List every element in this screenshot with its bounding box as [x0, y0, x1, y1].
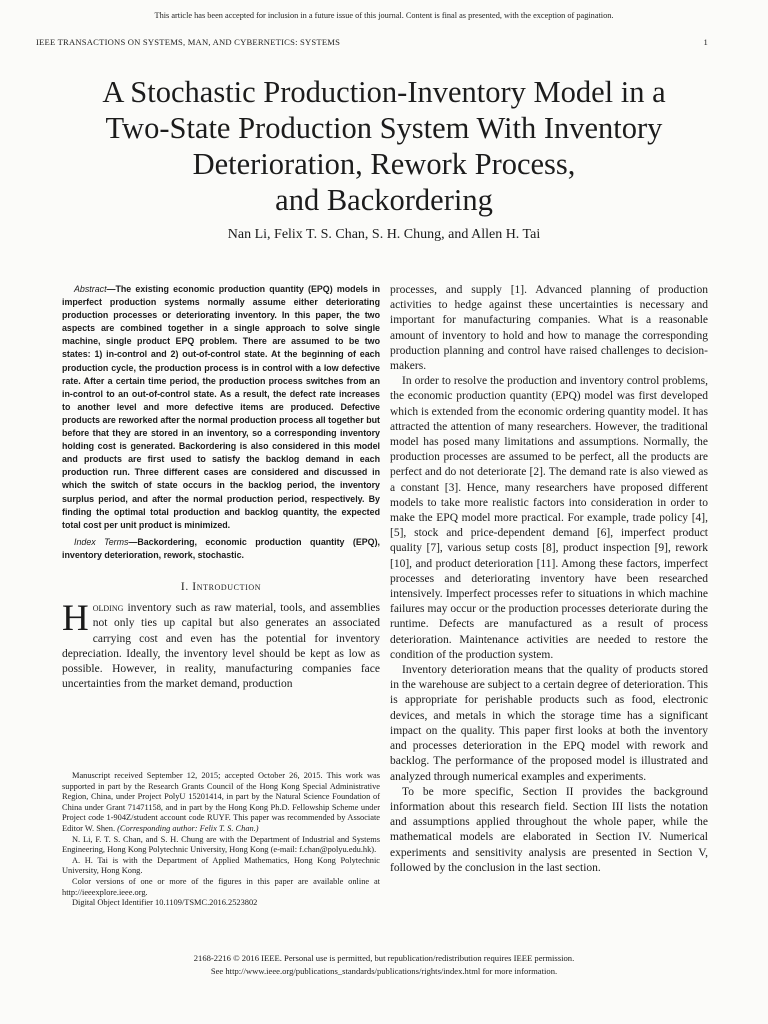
body-paragraph: Inventory deterioration means that the quality of products stored in the warehouse are subject to a certain degree of deterioration. This is appropriate for perishable products such as food, electronic devices, and metals in which the storage time has a significant impact on the quality. This paper first looks at both the inventory and processes deterioration in the EPQ model with rework and backlog. The performance of the proposed model is illustrated and analyzed through numerical examples and experiments. — [390, 664, 708, 783]
abstract — [62, 283, 380, 532]
running-head — [36, 37, 708, 47]
index-terms-text: —Backordering, economic production quantity (EPQ), inventory deterioration, rework, stochastic. — [62, 536, 381, 560]
copyright-notice — [0, 952, 768, 978]
affiliation-note: A. H. Tai is with the Department of Applied Mathematics, Hong Kong Polytechnic University, Hong Kong. — [62, 855, 380, 876]
copyright-line: 2168-2216 © 2016 IEEE. Personal use is permitted, but republication/redistribution requires IEEE permission. — [193, 953, 575, 963]
body-paragraph: In order to resolve the production and inventory control problems, the economic production quantity (EPQ) model was first developed which is extended from the economic ordering quantity model. It has attracted the attention of many researchers. However, the traditional model has posed many limitations and assumptions. Normally, the production processes are assumed to be perfect, all the products are perfect and do not deteriorate [2]. The demand rate is also viewed as a constant [3]. Hence, many researchers have proposed different models to take more realistic factors into consideration in order to make the EPQ model more practical. For example, trade policy [4], [5], stock and price-dependent demand [6], imperfect product quality [7], various setup costs [8], product inspection [9], rework [10], and product deterioration [11]. Among these factors, imperfect processes and deteriorating inventory have been researched intensively. Imperfect processes refer to situations in which machine failures may occur or the production processes deteriorate during the runtime. Defects are manufactured as a result of process deterioration. Maintenance activities are needed to restore the condition of the production system. — [390, 375, 708, 661]
section-heading — [62, 580, 380, 595]
section-title: Introduction — [192, 580, 262, 593]
abstract-label: Abstract — [74, 284, 107, 294]
page-number: 1 — [703, 37, 708, 47]
title-line: Two-State Production System With Inventory — [105, 111, 663, 145]
body-paragraph: processes, and supply [1]. Advanced planning of production activities to hedge against these uncertainties is necessary and important for manufacturing companies. What is a reasonable amount of inventory to hold and how to manage the corresponding production planning and control have raised challenges to decision-makers. — [390, 284, 708, 373]
right-column — [390, 283, 708, 876]
rights-url-line: See http://www.ieee.org/publications_standards/publications/rights/index.html for more information. — [210, 966, 558, 976]
title-line: Deterioration, Rework Process, — [192, 147, 576, 181]
affiliation-note: N. Li, F. T. S. Chan, and S. H. Chung are with the Department of Industrial and Systems Engineering, Hong Kong Polytechnic University, Hong Kong (e-mail: f.chan@polyu.edu.hk). — [62, 834, 380, 855]
journal-name: IEEE TRANSACTIONS ON SYSTEMS, MAN, AND CYBERNETICS: SYSTEMS — [36, 37, 341, 47]
acceptance-notice: This article has been accepted for inclusion in a future issue of this journal. Content is final as presented, with the exception of pagination. — [154, 11, 614, 20]
abstract-text: —The existing economic production quantity (EPQ) models in imperfect production systems normally assume either deteriorating production processes or deteriorating inventory. In this paper, the two aspects are combined together in a single approach to solve single machine, single product EPQ problem. There are assumed to be two states: 1) in-control and 2) out-of-control state. At the beginning of each production cycle, the production process is in control with a low defective rate. After a certain time period, the production process switches from an in-control to an out-of-control state. As a result, the defect rate increases to another level and more defective items are produced. Defective products are reworked after the normal production process all together but before that they are stored in an inventory, so a corresponding inventory holding cost is generated. Backordering is also considered in this model and products are first used to satisfy the backlog demand in each production run. Three different cases are considered and discussed in which the switch of state occurs in the backlog period, the inventory surplus period, and after the normal production period, respectively. By finding the optimal total production and backlog quantity, the expected total cost per unit product is minimized. — [62, 284, 380, 530]
left-column — [62, 283, 380, 692]
paper-title — [40, 74, 728, 218]
drop-cap-word: olding — [92, 602, 124, 615]
author-list: Nan Li, Felix T. S. Chan, S. H. Chung, and Allen H. Tai — [227, 227, 541, 242]
drop-cap: H — [62, 598, 89, 640]
doi-note: Digital Object Identifier 10.1109/TSMC.2016.2523802 — [72, 898, 258, 908]
footnotes — [62, 771, 380, 909]
intro-text: inventory such as raw material, tools, and assemblies not only ties up capital but also generates an associated carrying cost and even has the potential for inventory depreciation. Ideally, the inventory level should be kept as low as possible. However, in reality, manufacturing companies face uncertainties from the market demand, production — [62, 602, 380, 691]
index-terms-label: Index Terms — [74, 536, 129, 547]
index-terms — [62, 536, 380, 562]
intro-paragraph — [62, 598, 380, 692]
body-paragraph: To be more specific, Section II provides the background information about this research field. Section III lists the notation and assumptions applied throughout the whole paper, while the mathematical models are elaborated in Section IV. Numerical experiments and sensitivity analysis are presented in Section V, followed by the conclusion in the last section. — [390, 785, 708, 874]
title-line: A Stochastic Production-Inventory Model in a — [102, 75, 666, 109]
title-line: and Backordering — [275, 183, 493, 217]
color-note: Color versions of one or more of the figures in this paper are available online at http://ieeexplore.ieee.org. — [62, 876, 380, 897]
corresponding-author: (Corresponding author: Felix T. S. Chan.) — [117, 823, 259, 833]
section-numeral: I. — [180, 580, 193, 593]
funding-note: Manuscript received September 12, 2015; accepted October 26, 2015. This work was supported in part by the Research Grants Council of the Hong Kong Special Administrative Region, China, under Project PolyU 15201414, in part by the Natural Science Foundation of China under Grant 71471158, and in part by the Hong Kong Ph.D. Fellowship Scheme under Project code 1-904Z/student account code RUYF. This paper was recommended by Associate Editor W. Shen. (Corresponding author: Felix T. S. Chan.) — [62, 771, 380, 833]
